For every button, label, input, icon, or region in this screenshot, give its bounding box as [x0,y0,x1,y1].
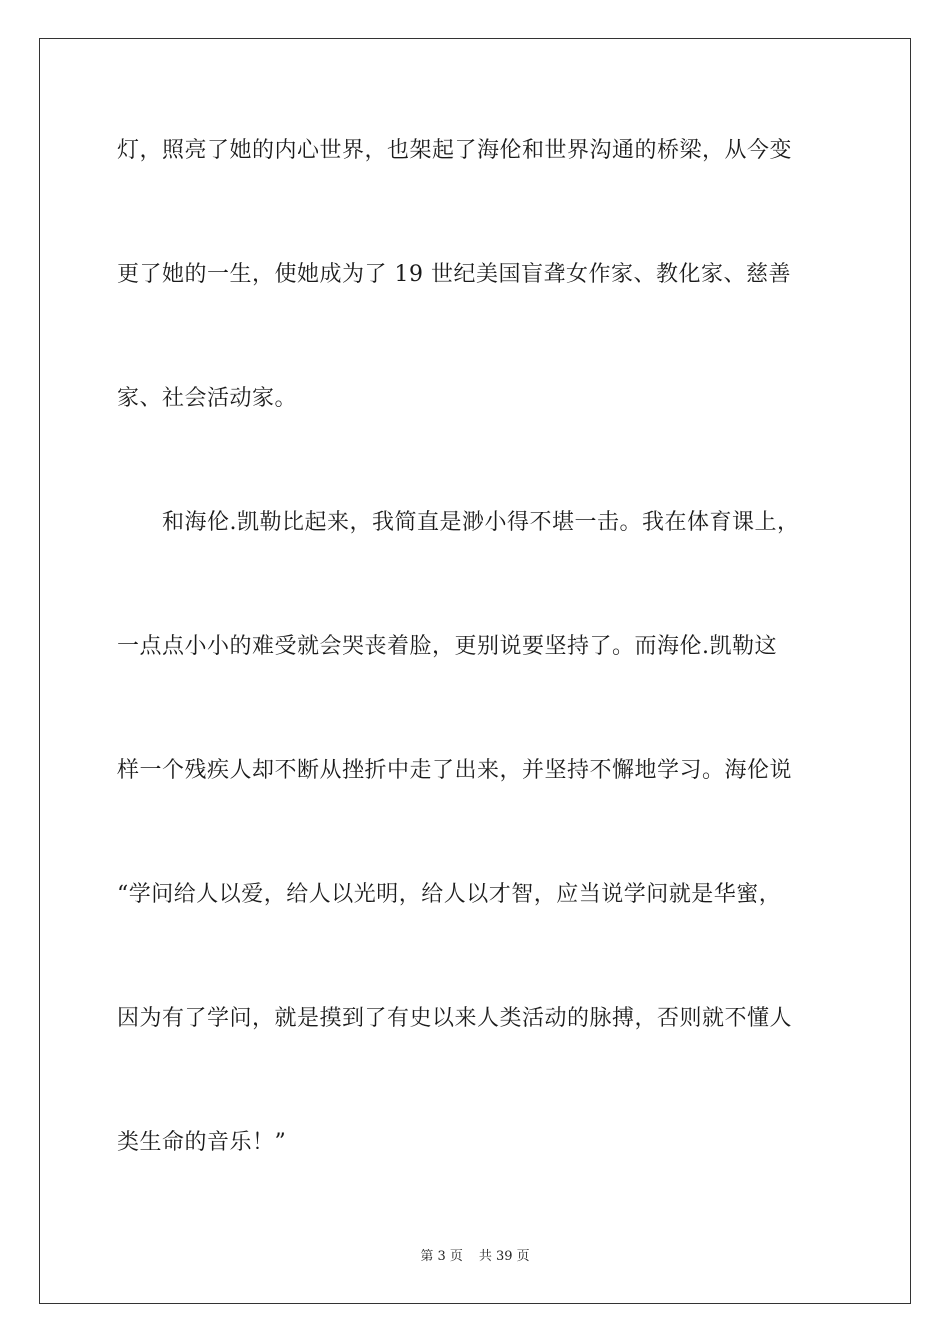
body-text-line: 样一个残疾人却不断从挫折中走了出来，并坚持不懈地学习。海伦说 [117,758,793,783]
page-number: 第 3 页 [420,1249,463,1264]
body-text-line: 灯，照亮了她的内心世界，也架起了海伦和世界沟通的桥梁，从今变 [117,138,793,163]
body-text-line: 类生命的音乐！” [117,1130,287,1155]
page-border [39,38,911,1304]
body-text-line: 因为有了学问，就是摸到了有史以来人类活动的脉搏，否则就不懂人 [117,1006,793,1031]
page-total: 共 39 页 [478,1249,530,1264]
page-footer [0,1248,950,1266]
body-text-line: 更了她的一生，使她成为了 19 世纪美国盲聋女作家、教化家、慈善 [117,262,791,287]
body-text-line: 一点点小小的难受就会哭丧着脸，更别说要坚持了。而海伦.凯勒这 [117,634,777,659]
body-text-line: 家、社会活动家。 [117,386,298,411]
paragraph-first-line: 和海伦.凯勒比起来，我简直是渺小得不堪一击。我在体育课上， [162,510,800,535]
body-text-line: “学问给人以爱，给人以光明，给人以才智，应当说学问就是华蜜， [117,882,782,907]
